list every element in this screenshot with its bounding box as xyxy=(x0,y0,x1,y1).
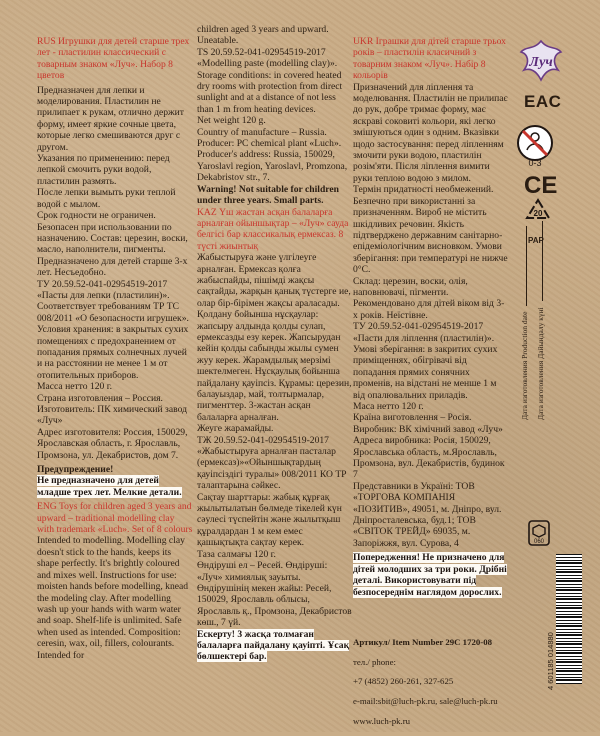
expiry-date-label: Дата изготовления Дайындалу күні xyxy=(536,100,545,420)
kaz-body-7: Өндірушінің мекен жайы: Ресей, 150029, Ярославль облысы, Ярославль қ., Промзона, Декабристов көш., 7 үй. xyxy=(197,582,352,629)
ukr-body-5: Маса нетто 120 г. xyxy=(353,401,424,412)
article-number: Артикул/ Item Number 29С 1720-08 xyxy=(353,636,492,647)
kaz-body-1: Жабыстыруға және үлгілеуге арналған. Ермексаз қолға жабыспайды, пішімді жақсы сақтайды, жарқын қанық түстерге ие, олар бір-бірімен жақсы араласады. Қолдану бойынша нұсқаулар: жапсыру алдында қолды сулап, ермексазды езу керек. Жапсырудан кейін қолды сабынды жылы сумен жуу керек. Жарамдылық мерзімі шектелмеген. Нұсқаулық бойынша пайдалану қауіпсіз. Құрамы: церезин, балауыздар, май, толтырмалар, пигменттер. 3-жастан асқан балаларға арналған. xyxy=(197,252,352,423)
ukr-title: UKR Іграшки для дітей старше трьох років – пластилін класичний з товарним знаком «Луч». Набір 8 кольорів xyxy=(353,36,506,82)
kaz-body-5: Таза салмағы 120 г. xyxy=(197,548,276,560)
ukr-warning: Попередження! Не призначено для дітей молодших за три роки. Дрібні деталі. Використовувати під безпосереднім наглядом дорослих. xyxy=(353,552,507,598)
rus-body-2: Указания по применению: перед лепкой смочить руки водой, пластилин размять. xyxy=(37,153,170,187)
age-label: 0-3 xyxy=(528,158,542,168)
rus-body-9: Адрес изготовителя: Россия, 150029, Ярославская область, г. Ярославль, Промзона, ул. Декабристов, дом 7. xyxy=(37,426,188,461)
rus-body-6: ТУ 20.59.52-041-02954519-2017 «Пасты для лепки (пластилин)». Соответствует требованиям ТР ТС 008/2011 «О безопасности игрушек». Условия хранения: в закрытых сухих помещениях с предохранением от попадания прямых солнечных лучей и на расстоянии не менее 1 м от отопительных приборов. xyxy=(37,278,189,381)
website: www.luch-pk.ru xyxy=(353,715,411,726)
barcode-number: 4 601185 014880 xyxy=(546,632,555,690)
ukr-body-3: Склад: церезин, воски, олія, наповнювачі, пігменти. Рекомендовано для дітей віком від 3-х років. Неїстівне. xyxy=(353,275,505,321)
barcode xyxy=(556,554,582,684)
column-right xyxy=(353,36,508,598)
ukr-body-6: Країна виготовлення – Росія. Виробник: ВК хімічний завод «Луч» xyxy=(353,412,503,435)
kaz-title: KAZ Үш жастан асқан балаларға арналған ойыншықтар – «Луч» сауда белгісі бар классикалық ермексаз. 8 түсті жиынтық xyxy=(197,206,349,252)
rus-warning: Не предназначено для детей младше трех лет. Мелкие детали. xyxy=(37,475,182,498)
eng-warning: Warning! Not suitable for children under three years. Small parts. xyxy=(197,183,339,207)
svg-text:Луч: Луч xyxy=(529,55,553,70)
ukr-body-8: Представники в Україні: ТОВ «ТОРГОВА КОМПАНІЯ «ПОЗИТИВ», 49051, м. Дніпро, вул. Дніпросталевська, буд.1; ТОВ «СВІТОК ТРЕЙД» 69035, м. Запоріжжя, вул. Сурова, 4 xyxy=(353,480,502,549)
phone-number: +7 (4852) 260-261, 327-625 xyxy=(353,676,454,687)
rus-title: RUS Игрушки для детей старше трех лет - пластилин классический с товарным знаком «Луч». Набор 8 цветов xyxy=(37,36,190,82)
rus-body-8: Страна изготовления – Россия. Изготовитель: ПК химический завод «Луч» xyxy=(37,392,187,427)
rus-body-1: Предназначен для лепки и моделирования. Пластилин не прилипает к рукам, отлично держит форму, имеет яркие сочные цвета, которые легко смешиваются друг с другом. xyxy=(37,84,184,153)
rus-body-5: Безопасен при использовании по назначению. Состав: церезин, воски, масло, наполнители, пигменты. Предназначено для детей старше 3-х лет. Несъедобно. xyxy=(37,221,188,279)
ce-mark: CE xyxy=(524,172,558,199)
production-date-label: Дата изготовления Production date xyxy=(520,100,529,420)
eng-body-4: Net weight 120 g. xyxy=(197,115,266,127)
rus-body-4: Срок годности не ограничен. xyxy=(37,210,156,222)
tel-label: тел./ phone: xyxy=(353,656,396,667)
column-middle xyxy=(197,24,352,663)
contacts-block xyxy=(353,628,523,736)
eng-body-1: Intended to modelling. Modelling clay doesn't stick to the hands, keeps its shape perfectly. It's brightly coloured and mixes well. Instructions for use: moisten hands before modelling, knead the modeling clay. After modelling wash up your hands with warm water and soap. Shelf-life is unlimited. Safe when used as intended. Composition: ceresin, wax, oil, fillers, colourants. Intended for xyxy=(37,535,189,661)
ukr-body-2: Термін придатності необмежений. Безпечно при використанні за призначенням. Вироб не містить шкідливих речовин. Якість підтверджено державним санітарно-епідеміологічним висновком. Умови зберігання: при температурі не нижче 0°С. xyxy=(353,184,508,276)
kaz-body-4: Сақтау шарттары: жабық құрғақ жылытылатын бөлмеде тікелей күн сәулесі түспейтін және жылытқыш құралдардан 1 м кем емес қашықтықта сақтау керек. xyxy=(197,491,342,549)
rus-body-3: После лепки вымыть руки теплой водой с мылом. xyxy=(37,187,176,210)
age-restriction-icon xyxy=(512,122,558,168)
kaz-body-6: Өндіруші ел – Ресей. Өндіруші: «Луч» химиялық зауыты. xyxy=(197,560,328,583)
recycle-label: PAP xyxy=(528,236,544,245)
quality-mark-code: 060 xyxy=(533,539,545,545)
eng-body-3: TS 20.59.52-041-02954519-2017 «Modelling paste (modelling clay)». Storage conditions: in covered heated dry rooms with protection from direct sunlight and at a distance of not less than 1 m from heating devices. xyxy=(197,46,343,115)
rus-body-7: Масса нетто 120 г. xyxy=(37,381,112,393)
eng-body-2: children aged 3 years and upward. Uneatable. xyxy=(197,24,329,47)
rus-warning-label: Предупреждение! xyxy=(37,464,114,476)
column-left xyxy=(37,36,193,661)
recycle-code: 20 xyxy=(533,209,543,218)
ukr-body-7: Адреса виробника: Росія, 150029, Ярославська область, м.Ярославль, Промзона, вул. Декабристів, будинок 7 xyxy=(353,435,505,481)
eng-body-5: Country of manufacture – Russia. Producer: PC chemical plant «Luch». Producer's address: Russia, 150029, Yaroslavl region, Yaroslavl, Promzona, Dekabristov str., 7. xyxy=(197,126,348,184)
kaz-body-3: ТЖ 20.59.52-041-02954519-2017 «Жабыстыруға арналған пасталар (ермексаз)»«Ойыншықтардың қауіпсіздігі туралы» 008/2011 КО ТР талаптарына сәйкес. xyxy=(197,434,347,492)
eac-mark: EAC xyxy=(524,92,562,111)
ukr-body-4: ТУ 20.59.52-041-02954519-2017 «Пасти для ліплення (пластилін)». Умові зберігання: в закритих сухих приміщеннях, обігрівачі від попадання прямих сонячних променів, на відстані не менше 1 м від опалювальних приладів. xyxy=(353,321,498,401)
ukr-body-1: Призначений для ліплення та моделювання. Пластилін не прилипає до рук, добре тримає форму, має яскраві соковиті кольори, які легко змішуються один з одним. Вказівки щодо застосування: перед ліпленням змочити руки водою, пластилін розім'яти. Після ліплення вимити руки теплою водою з милом. xyxy=(353,81,508,184)
luch-logo-icon xyxy=(518,38,564,82)
kaz-warning: Ескерту! 3 жасқа толмаған балаларға пайдалану қауіпті. Ұсақ бөлшектері бар. xyxy=(197,628,350,663)
kaz-body-2: Жеуге жарамайды. xyxy=(197,423,274,435)
eng-title: ENG Toys for children aged 3 years and upward – traditional modelling clay with trademark «Luch». Set of 8 colours xyxy=(37,501,193,536)
quality-mark-icon xyxy=(528,520,550,546)
email: e-mail:sbit@luch-pk.ru, sale@luch-pk.ru xyxy=(353,696,498,707)
